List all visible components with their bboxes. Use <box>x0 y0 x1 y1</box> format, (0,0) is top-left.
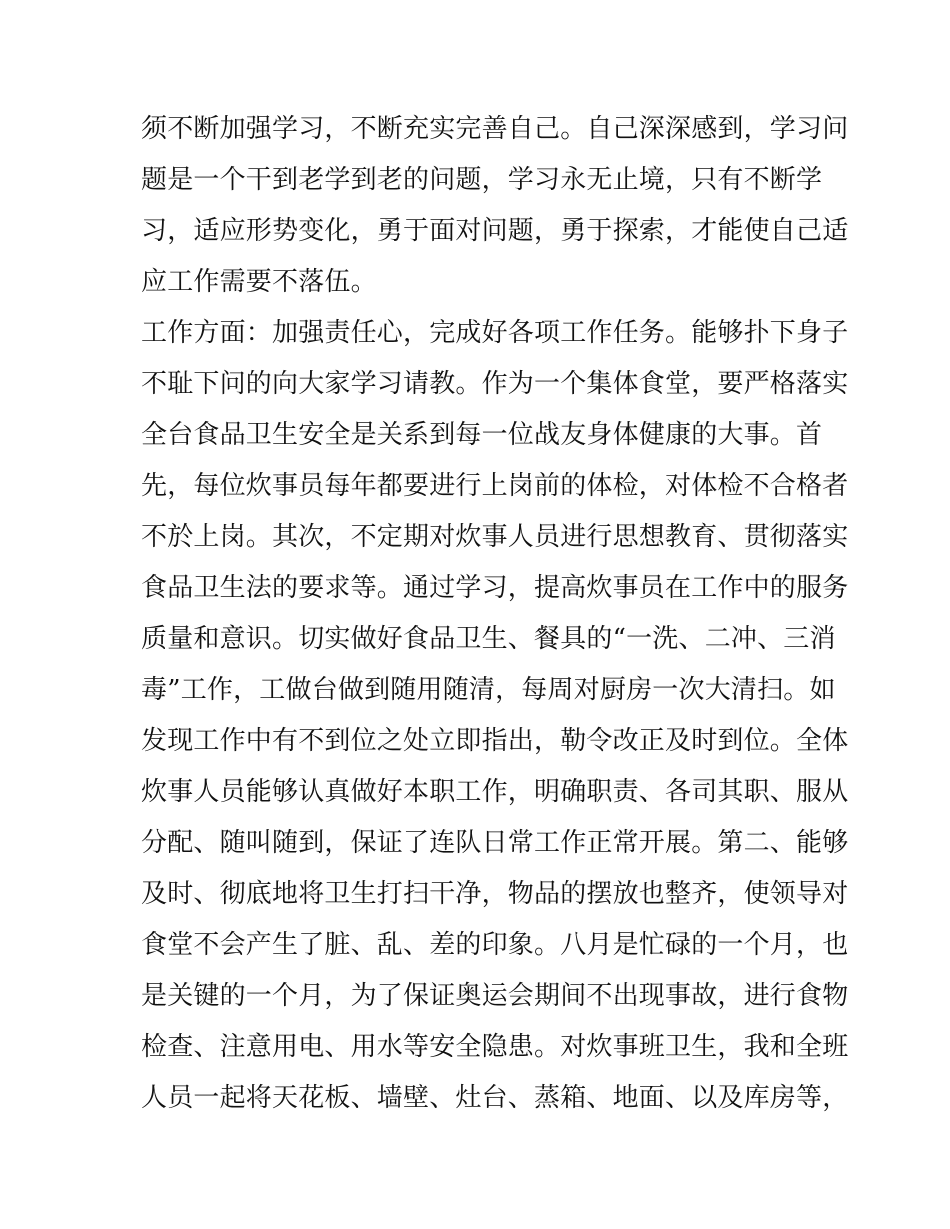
body-text <box>141 104 849 1124</box>
text-line: 食品卫生法的要求等。通过学习，提高炊事员在工作中的服务 <box>141 573 849 603</box>
text-line: 人员一起将天花板、墙壁、灶台、蒸箱、地面、以及库房等， <box>141 1083 849 1113</box>
text-line: 不耻下问的向大家学习请教。作为一个集体食堂，要严格落实 <box>141 369 849 399</box>
text-line: 是关键的一个月，为了保证奥运会期间不出现事故，进行食物 <box>141 981 849 1011</box>
text-line: 毒”工作，工做台做到随用随清，每周对厨房一次大清扫。如 <box>141 675 836 705</box>
text-line: 及时、彻底地将卫生打扫干净，物品的摆放也整齐，使领导对 <box>141 879 849 909</box>
text-line: 分配、随叫随到，保证了连队日常工作正常开展。第二、能够 <box>141 828 849 858</box>
text-line: 工作方面：加强责任心，完成好各项工作任务。能够扑下身子 <box>141 318 849 348</box>
text-line: 应工作需要不落伍。 <box>141 267 377 297</box>
text-line: 检查、注意用电、用水等安全隐患。对炊事班卫生，我和全班 <box>141 1032 849 1062</box>
text-line: 发现工作中有不到位之处立即指出，勒令改正及时到位。全体 <box>141 726 849 756</box>
text-line: 质量和意识。切实做好食品卫生、餐具的“一洗、二冲、三消 <box>141 624 836 654</box>
text-line: 炊事人员能够认真做好本职工作，明确职责、各司其职、服从 <box>141 777 849 807</box>
text-line: 先，每位炊事员每年都要进行上岗前的体检，对体检不合格者 <box>141 471 849 501</box>
text-line: 题是一个干到老学到老的问题，学习永无止境，只有不断学 <box>141 165 823 195</box>
text-line: 全台食品卫生安全是关系到每一位战友身体健康的大事。首 <box>141 420 823 450</box>
text-line: 习，适应形势变化，勇于面对问题，勇于探索，才能使自己适 <box>141 216 849 246</box>
text-line: 不於上岗。其次，不定期对炊事人员进行思想教育、贯彻落实 <box>141 522 849 552</box>
text-line: 须不断加强学习，不断充实完善自己。自己深深感到，学习问 <box>141 114 849 144</box>
text-line: 食堂不会产生了脏、乱、差的印象。八月是忙碌的一个月，也 <box>141 930 849 960</box>
